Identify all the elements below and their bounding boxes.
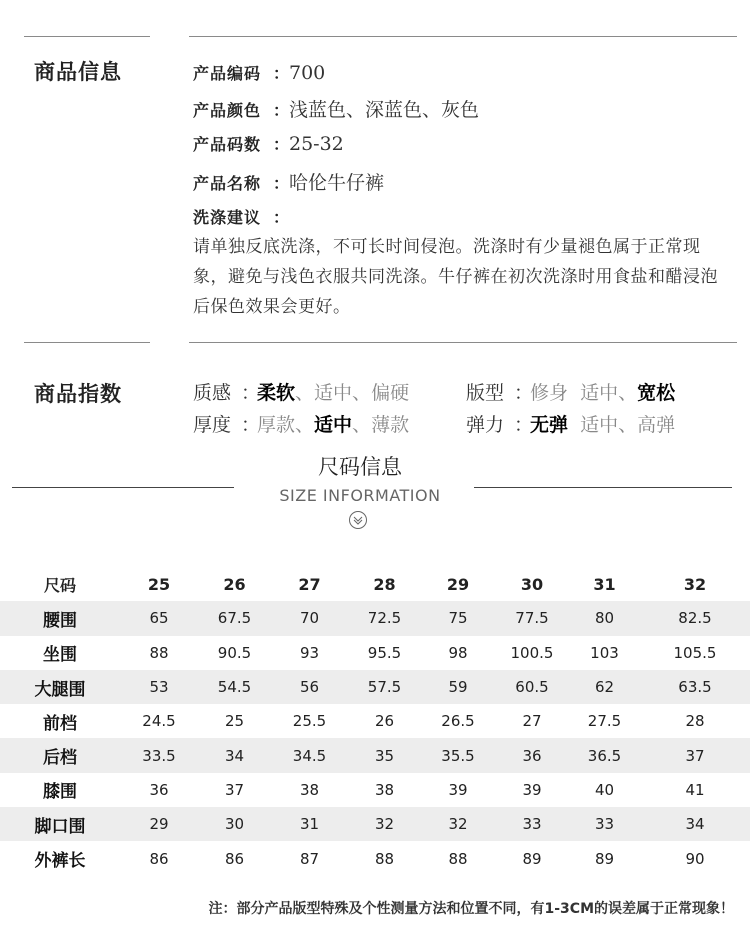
index-option: 柔软: [257, 382, 296, 404]
table-cell: 62: [569, 670, 640, 704]
row-label: 外裤长: [34, 851, 86, 872]
index-option: 无弹: [530, 414, 569, 436]
info-label: 产品颜色: [193, 101, 262, 120]
info-value: 700: [289, 62, 326, 84]
table-cell: 35: [348, 738, 421, 772]
divider-mid-right: [189, 342, 737, 343]
table-cell: 28: [685, 712, 705, 731]
table-cell: 31: [271, 807, 348, 841]
table-cell: 59: [421, 670, 495, 704]
table-cell: 88: [374, 849, 395, 868]
table-cell: 34.5: [271, 738, 348, 772]
table-row: [0, 704, 750, 738]
table-cell: 34: [198, 738, 271, 772]
index-option: 偏硬: [371, 382, 410, 404]
table-cell: 54.5: [198, 670, 271, 704]
table-row: [0, 601, 750, 635]
index-option: 修身: [530, 382, 569, 404]
table-cell: 57.5: [348, 670, 421, 704]
size-note: 注：部分产品版型特殊及个性测量方法和位置不同，有1-3CM的误差属于正常现象！: [208, 901, 734, 917]
index-option: 厚款: [257, 414, 296, 436]
row-label: 前档: [43, 713, 77, 734]
table-cell: 26: [374, 712, 395, 731]
index-option: 适中: [314, 382, 353, 404]
table-cell: 89: [594, 849, 615, 868]
table-row: [0, 738, 750, 772]
info-label: 洗涤建议: [193, 208, 262, 227]
divider-top-left: [24, 36, 150, 37]
size-table: [0, 567, 750, 876]
table-cell: 75: [421, 601, 495, 635]
table-cell: 36.5: [569, 738, 640, 772]
info-value: 25-32: [289, 133, 344, 155]
table-cell: 36: [495, 738, 569, 772]
table-cell: 88: [448, 849, 468, 868]
table-cell: 36: [149, 780, 169, 799]
table-header-cell: 31: [593, 574, 616, 594]
index-option: 宽松: [637, 382, 676, 404]
table-cell: 90: [685, 849, 705, 868]
divider-mid-left: [24, 342, 150, 343]
table-cell: 93: [299, 643, 320, 662]
info-colon: ：: [273, 101, 290, 120]
info-label: 产品码数: [193, 135, 262, 154]
info-value: 哈伦牛仔裤: [289, 172, 385, 194]
table-header-cell: 27: [298, 574, 321, 594]
table-header-cell: 32: [683, 574, 707, 594]
table-cell: 27.5: [587, 712, 622, 731]
table-cell: 86: [224, 849, 245, 868]
table-cell: 87: [299, 849, 320, 868]
product-index-title: 商品指数: [34, 382, 122, 406]
table-cell: 32: [348, 807, 421, 841]
table-row: [0, 807, 750, 841]
table-cell: 33: [569, 807, 640, 841]
size-info-title: 尺码信息: [318, 455, 402, 479]
table-cell: 29: [120, 807, 198, 841]
table-cell: 39: [448, 780, 468, 799]
row-label: 腰围: [0, 601, 120, 635]
row-label: 大腿围: [0, 670, 120, 704]
index-label: 版型: [466, 382, 505, 404]
table-cell: 33: [495, 807, 569, 841]
info-row-size: [193, 132, 344, 155]
table-cell: 90.5: [217, 643, 252, 662]
table-cell: 95.5: [367, 643, 402, 662]
index-option: 高弹: [637, 414, 676, 436]
table-cell: 98: [448, 643, 468, 662]
table-cell: 25.5: [292, 712, 327, 731]
table-cell: 86: [149, 849, 169, 868]
info-label: 产品编码: [193, 64, 262, 83]
info-colon: ：: [273, 208, 290, 227]
info-colon: ：: [273, 174, 290, 193]
table-cell: 27: [522, 712, 542, 731]
info-row-code: [193, 61, 325, 84]
table-cell: 77.5: [495, 601, 569, 635]
chevron-down-icon: [348, 510, 368, 530]
info-row-color: [193, 95, 479, 122]
table-cell: 32: [421, 807, 495, 841]
table-row: [0, 670, 750, 704]
index-option: 薄款: [371, 414, 410, 436]
table-cell: 103: [590, 643, 619, 662]
table-cell: 80: [569, 601, 640, 635]
table-cell: 34: [640, 807, 750, 841]
index-option: 适中: [580, 414, 619, 436]
table-cell: 26.5: [441, 712, 475, 731]
index-colon: ：: [514, 414, 534, 436]
product-info-title: 商品信息: [34, 60, 122, 84]
row-label: 脚口围: [0, 807, 120, 841]
info-row-wash: [193, 205, 289, 228]
table-cell: 60.5: [495, 670, 569, 704]
table-cell: 25: [224, 712, 245, 731]
table-cell: 53: [120, 670, 198, 704]
table-cell: 82.5: [640, 601, 750, 635]
table-header-cell: 26: [223, 574, 246, 594]
index-colon: ：: [514, 382, 534, 404]
table-cell: 35.5: [421, 738, 495, 772]
table-cell: 30: [198, 807, 271, 841]
table-row: [0, 841, 750, 875]
table-cell: 88: [149, 643, 169, 662]
row-label: 膝围: [43, 782, 77, 803]
table-cell: 39: [522, 780, 542, 799]
index-elasticity: 弹力 ： 无弹 适中 、 高弹: [466, 410, 675, 437]
index-label: 厚度: [193, 414, 232, 436]
info-label: 产品名称: [193, 174, 262, 193]
index-label: 弹力: [466, 414, 505, 436]
table-cell: 72.5: [348, 601, 421, 635]
table-cell: 38: [299, 780, 320, 799]
table-cell: 33.5: [120, 738, 198, 772]
table-cell: 56: [271, 670, 348, 704]
row-label: 后档: [0, 738, 120, 772]
size-info-subtitle: SIZE INFORMATION: [279, 486, 441, 505]
table-header-cell: 30: [520, 574, 544, 594]
index-option: 适中: [580, 382, 619, 404]
table-cell: 89: [522, 849, 542, 868]
row-label: 坐围: [43, 645, 77, 666]
table-header-cell: 28: [373, 574, 396, 594]
table-cell: 37: [224, 780, 245, 799]
table-cell: 40: [594, 780, 615, 799]
table-cell: 24.5: [142, 712, 176, 731]
info-colon: ：: [273, 64, 290, 83]
info-row-name: [193, 168, 384, 195]
index-label: 质感: [193, 382, 232, 404]
table-cell: 100.5: [510, 643, 554, 662]
table-cell: 63.5: [640, 670, 750, 704]
table-cell: 70: [271, 601, 348, 635]
table-cell: 41: [685, 780, 705, 799]
index-thickness: 厚度 ： 厚款 、 适中 、 薄款: [193, 410, 409, 437]
index-colon: ：: [241, 414, 261, 436]
table-cell: 105.5: [673, 643, 717, 662]
table-cell: 67.5: [198, 601, 271, 635]
table-cell: 65: [120, 601, 198, 635]
info-value: 浅蓝色、深蓝色、灰色: [289, 99, 480, 121]
table-header-cell: 29: [446, 574, 470, 594]
table-cell: 37: [640, 738, 750, 772]
index-colon: ：: [241, 382, 261, 404]
index-option: 适中: [314, 414, 353, 436]
table-cell: 38: [374, 780, 395, 799]
divider-top-right: [189, 36, 737, 37]
table-row: [0, 773, 750, 807]
info-colon: ：: [273, 135, 290, 154]
table-header-row: [0, 567, 750, 601]
table-header-cell: 尺码: [43, 575, 76, 595]
table-row: [0, 636, 750, 670]
table-header-cell: 25: [147, 574, 171, 594]
index-texture: 质感 ： 柔软 、 适中 、 偏硬: [193, 378, 409, 405]
index-fit: 版型 ： 修身 适中 、 宽松: [466, 378, 675, 405]
wash-advice-text: 请单独反底洗涤，不可长时间侵泡。洗涤时有少量褪色属于正常现象，避免与浅色衣服共同洗涤。牛仔裤在初次洗涤时用食盐和醋浸泡后保色效果会更好。: [193, 237, 718, 317]
